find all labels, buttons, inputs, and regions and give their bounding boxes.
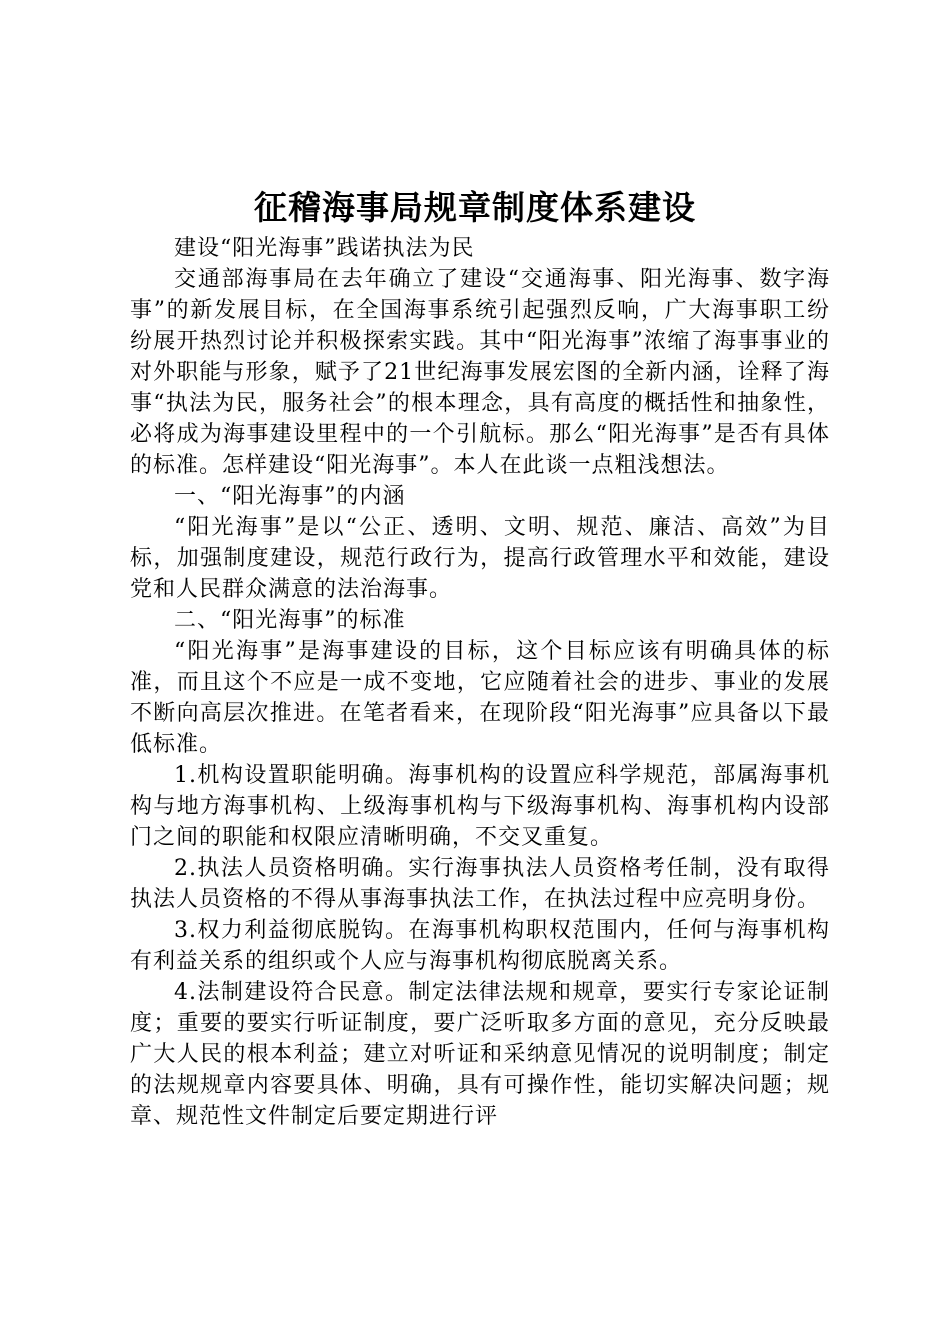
paragraph-definition: “阳光海事”是以“公正、透明、文明、规范、廉洁、高效”为目标，加强制度建设，规范行政行为，提高行政管理水平和效能，建设党和人民群众满意的法治海事。 [130, 515, 830, 602]
list-item-1: 1.机构设置职能明确。海事机构的设置应科学规范，部属海事机构与地方海事机构、上级海事机构与下级海事机构、海事机构内设部门之间的职能和权限应清晰明确，不交叉重复。 [130, 763, 830, 850]
list-item-3: 3.权力利益彻底脱钩。在海事机构职权范围内，任何与海事机构有利益关系的组织或个人应与海事机构彻底脱离关系。 [130, 918, 830, 974]
document-body [130, 233, 830, 1132]
paragraph-intro: 交通部海事局在去年确立了建设“交通海事、阳光海事、数字海事”的新发展目标，在全国海事系统引起强烈反响，广大海事职工纷纷展开热烈讨论并积极探索实践。其中“阳光海事”浓缩了海事事业的对外职能与形象，赋予了21世纪海事发展宏图的全新内涵，诠释了海事“执法为民，服务社会”的根本理念，具有高度的概括性和抽象性，必将成为海事建设里程中的一个引航标。那么“阳光海事”是否有具体的标准。怎样建设“阳光海事”。本人在此谈一点粗浅想法。 [130, 267, 830, 478]
section-heading-2: 二、“阳光海事”的标准 [174, 608, 406, 633]
list-item-2: 2.执法人员资格明确。实行海事执法人员资格考任制，没有取得执法人员资格的不得从事海事执法工作，在执法过程中应亮明身份。 [130, 856, 830, 912]
section-heading-1: 一、“阳光海事”的内涵 [174, 484, 406, 509]
paragraph-subtitle: 建设“阳光海事”践诺执法为民 [174, 236, 475, 261]
paragraph-standards-intro: “阳光海事”是海事建设的目标，这个目标应该有明确具体的标准，而且这个不应是一成不变地，它应随着社会的进步、事业的发展不断向高层次推进。在笔者看来，在现阶段“阳光海事”应具备以下最低标准。 [130, 639, 830, 757]
document-title: 征稽海事局规章制度体系建设 [254, 188, 696, 227]
list-item-4: 4.法制建设符合民意。制定法律法规和规章，要实行专家论证制度；重要的要实行听证制度，要广泛听取多方面的意见，充分反映最广大人民的根本利益；建立对听证和采纳意见情况的说明制度；制定的法规规章内容要具体、明确，具有可操作性，能切实解决问题；规章、规范性文件制定后要定期进行评 [130, 980, 830, 1129]
